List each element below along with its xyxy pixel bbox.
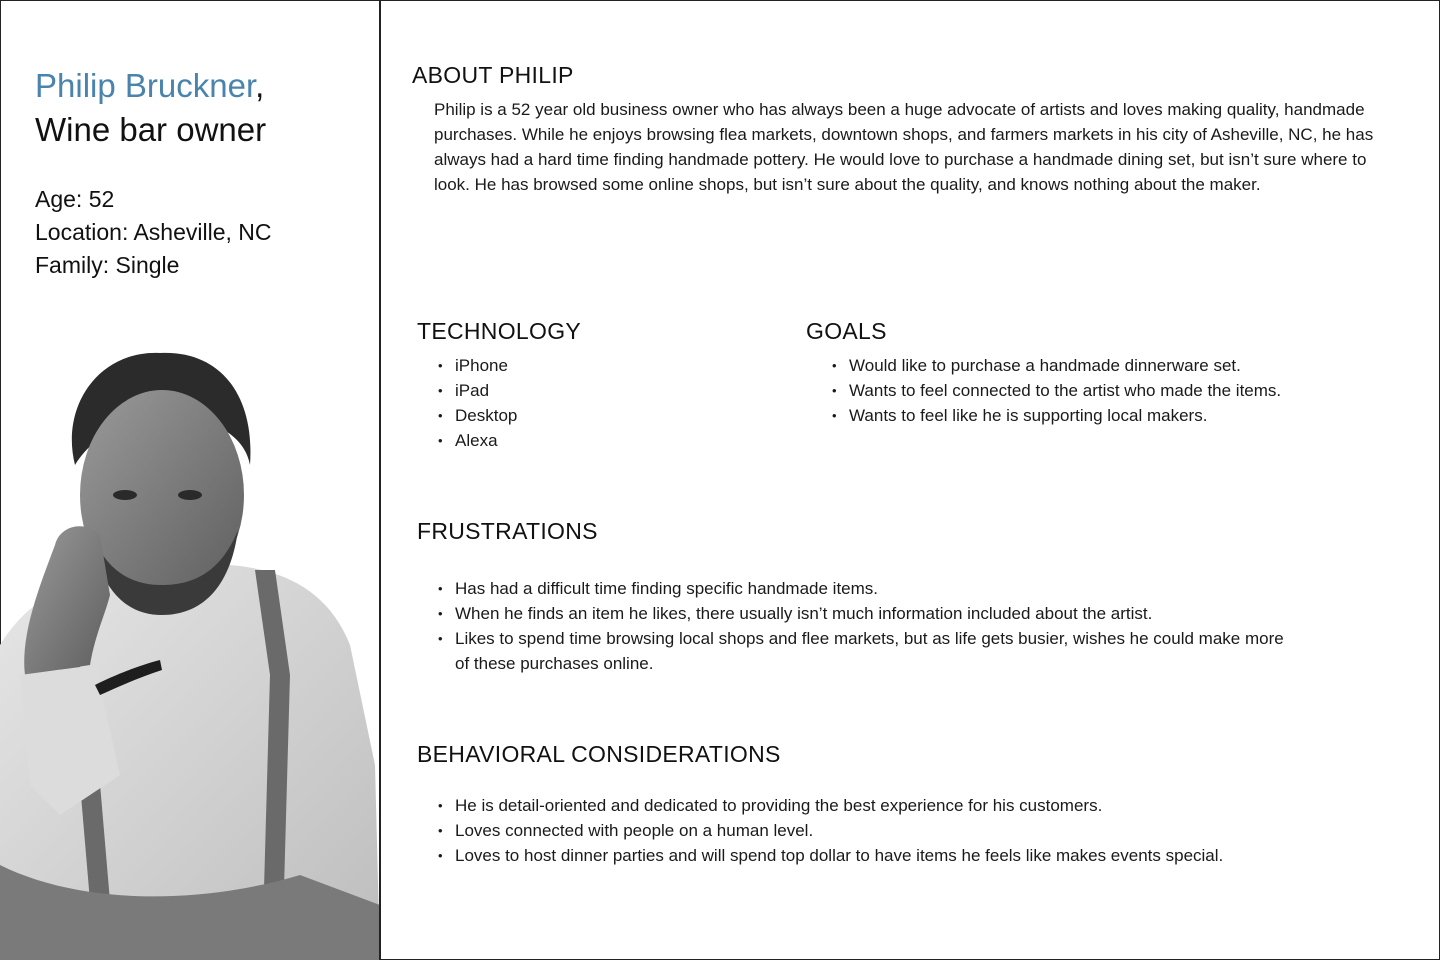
list-item: • Alexa (434, 428, 517, 453)
behavioral-title: BEHAVIORAL CONSIDERATIONS (417, 741, 781, 767)
list-item: • When he finds an item he likes, there usually isn’t much information included about the artist. (434, 601, 1294, 626)
frustrations-title: FRUSTRATIONS (417, 518, 598, 544)
persona-name-heading (35, 64, 264, 108)
name-comma: , (255, 67, 265, 104)
technology-title: TECHNOLOGY (417, 318, 582, 344)
about-title: ABOUT PHILIP (412, 62, 574, 88)
list-item: • iPhone (434, 353, 517, 378)
frustrations-list (434, 576, 1294, 676)
persona-photo (0, 345, 380, 960)
persona-role: Wine bar owner (35, 111, 267, 148)
persona-name: Philip Bruckner (35, 67, 256, 104)
list-item: • Would like to purchase a handmade dinnerware set. (828, 353, 1408, 378)
goals-title: GOALS (806, 318, 887, 344)
fact-location: Location: Asheville, NC (35, 219, 272, 245)
list-item: • Wants to feel like he is supporting local makers. (828, 403, 1408, 428)
list-item: • Loves connected with people on a human level. (434, 818, 1394, 843)
list-item: • Desktop (434, 403, 517, 428)
persona-sidebar (0, 0, 381, 960)
list-item: • Loves to host dinner parties and will spend top dollar to have items he feels like makes events special. (434, 843, 1394, 868)
list-item: • Has had a difficult time finding specific handmade items. (434, 576, 1294, 601)
fact-age: Age: 52 (35, 186, 115, 212)
list-item: • Wants to feel connected to the artist who made the items. (828, 378, 1408, 403)
goals-list (828, 353, 1408, 428)
technology-list (434, 353, 517, 453)
list-item: • Likes to spend time browsing local shops and flee markets, but as life gets busier, wishes he could make more of these purchases online. (434, 626, 1294, 676)
about-text: Philip is a 52 year old business owner who has always been a huge advocate of artists and loves making quality, handmade purchases. While he enjoys browsing flea markets, downtown shops, and farmers markets in his city of Asheville, NC, he has always had a hard time finding handmade pottery. He would love to purchase a handmade dining set, but isn’t sure where to look. He has browsed some online shops, but isn’t sure about the quality, and knows nothing about the maker. (434, 100, 1374, 194)
list-item: • He is detail-oriented and dedicated to providing the best experience for his customers. (434, 793, 1394, 818)
persona-facts (35, 183, 272, 282)
list-item: • iPad (434, 378, 517, 403)
fact-family: Family: Single (35, 252, 180, 278)
behavioral-list (434, 793, 1394, 868)
